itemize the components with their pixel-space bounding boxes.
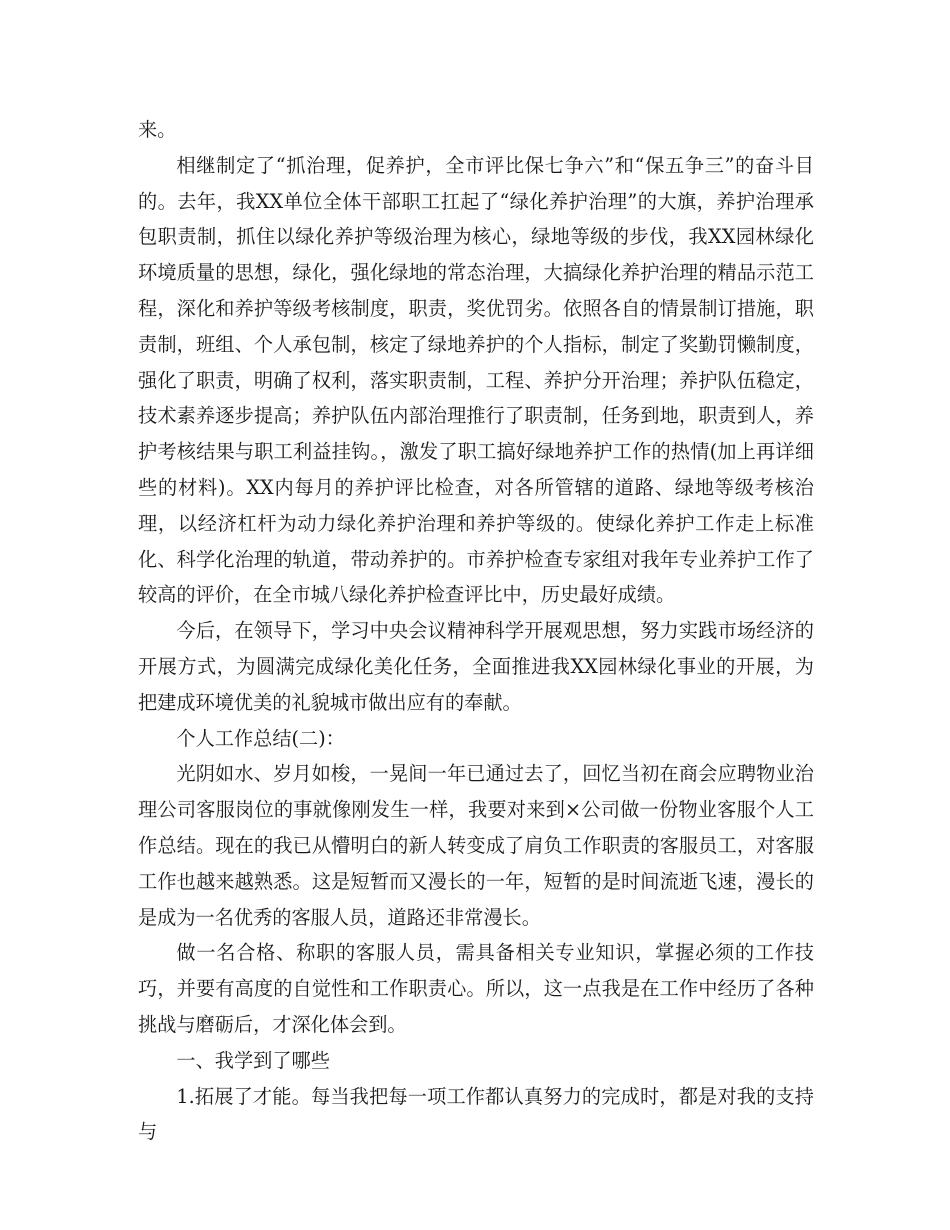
paragraph-5: 做一名合格、称职的客服人员，需具备相关专业知识，掌握必须的工作技巧，并要有高度的自觉性和工作职责心。所以，这一点我是在工作中经历了各种挑战与磨砺后，才深化体会到。: [138, 941, 814, 1036]
paragraph-1: 来。: [138, 118, 177, 141]
paragraph-2: 相继制定了“抓治理，促养护，全市评比保七争六”和“保五争三”的奋斗目的。去年，我XX单位全体干部职工扛起了“绿化养护治理”的大旗，养护治理承包职责制，抓住以绿化养护等级治理为核心，绿地等级的步伐，我XX园林绿化环境质量的思想，绿化，强化绿地的常态治理，大搞绿化养护治理的精品示范工程，深化和养护等级考核制度，职责，奖优罚劣。依照各自的情景制订措施，职责制，班组、个人承包制，核定了绿地养护的个人指标，制定了奖勤罚懒制度，强化了职责，明确了权利，落实职责制，工程、养护分开治理；养护队伍稳定，技术素养逐步提高；养护队伍内部治理推行了职责制，任务到地，职责到人，养护考核结果与职工利益挂钩。，激发了职工搞好绿地养护工作的热情(加上再详细些的材料)。XX内每月的养护评比检查，对各所管辖的道路、绿地等级考核治理，以经济杠杆为动力绿化养护治理和养护等级的。使绿化养护工作走上标准化、科学化治理的轨道，带动养护的。市养护检查专家组对我年专业养护工作了较高的评价，在全市城八绿化养护检查评比中，历史最好成绩。: [138, 153, 814, 607]
list-item-1: 1.拓展了才能。每当我把每一项工作都认真努力的完成时，都是对我的支持与: [138, 1084, 814, 1144]
section-heading-2: 个人工作总结(二)：: [176, 726, 345, 750]
paragraph-4: 光阴如水、岁月如梭，一晃间一年已通过去了，回忆当初在商会应聘物业治理公司客服岗位的事就像刚发生一样，我要对来到×公司做一份物业客服个人工作总结。现在的我已从懵明白的新人转变成了肩负工作职责的客服员工，对客服工作也越来越熟悉。这是短暂而又漫长的一年，短暂的是时间流逝飞速，漫长的是成为一名优秀的客服人员，道路还非常漫长。: [138, 762, 814, 929]
paragraph-3: 今后，在领导下，学习中央会议精神科学开展观思想，努力实践市场经济的开展方式，为圆满完成绿化美化任务，全面推进我XX园林绿化事业的开展，为把建成环境优美的礼貌城市做出应有的奉献。: [138, 619, 814, 714]
subheading-1: 一、我学到了哪些: [176, 1048, 330, 1072]
document-body: [138, 112, 814, 1150]
